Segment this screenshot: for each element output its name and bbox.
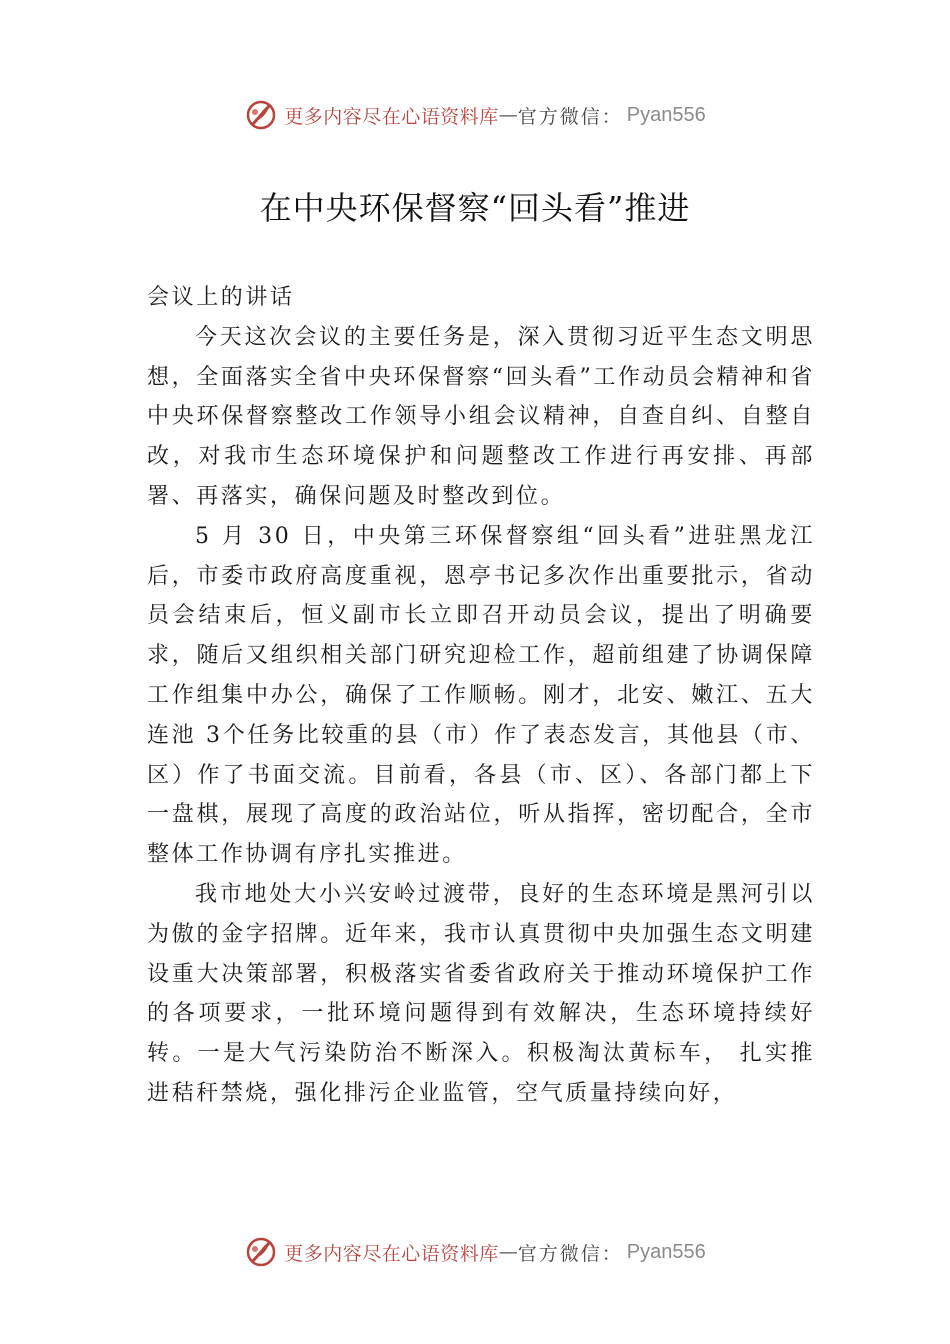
watermark-wechat-id: Pyan556 xyxy=(626,1240,706,1263)
paragraph: 今天这次会议的主要任务是，深入贯彻习近平生态文明思想，全面落实全省中央环保督察“回头看”工作动员会精神和省中央环保督察整改工作领导小组会议精神，自查自纠、自整自改，对我市生态环境保护和问题整改工作进行再安排、再部署、再落实，确保问题及时整改到位。 xyxy=(147,324,815,509)
quill-logo-icon xyxy=(244,98,278,132)
watermark-site-text: 更多内容尽在心语资料库 xyxy=(284,105,499,128)
quill-logo-icon xyxy=(244,1235,278,1269)
document-body xyxy=(147,278,815,1114)
paragraph: 5 月 30 日，中央第三环保督察组“回头看”进驻黑龙江后，市委市政府高度重视，恩亭书记多次作出重要批示，省动员会结束后，恒义副市长立即召开动员会议，提出了明确要求，随后又组织相关部门研究迎检工作，超前组建了协调保障工作组集中办公，确保了工作顺畅。刚才，北安、嫩江、五大连池 3个任务比较重的县（市）作了表态发言，其他县（市、区）作了书面交流。目前看，各县（市、区）、各部门都上下一盘棋，展现了高度的政治站位，听从指挥，密切配合，全市整体工作协调有序扎实推进。 xyxy=(147,523,815,868)
paragraph: 我市地处大小兴安岭过渡带，良好的生态环境是黑河引以为傲的金字招牌。近年来，我市认真贯彻中央加强生态文明建设重大决策部署，积极落实省委省政府关于推动环境保护工作的各项要求，一批环境问题得到有效解决，生态环境持续好转。一是大气污染防治不断深入。积极淘汰黄标车， 扎实推进秸秆禁烧，强化排污企业监管，空气质量持续向好， xyxy=(147,881,815,1106)
watermark-separator: — xyxy=(498,1241,518,1263)
watermark-label: 官方微信： xyxy=(517,105,623,128)
watermark-wechat-id: Pyan556 xyxy=(626,103,706,126)
watermark-header xyxy=(0,95,950,135)
watermark-site-text: 更多内容尽在心语资料库 xyxy=(284,1242,499,1265)
watermark-label: 官方微信： xyxy=(517,1242,623,1265)
document-subtitle: 会议上的讲话 xyxy=(147,285,295,310)
watermark-separator: — xyxy=(498,104,518,126)
watermark-footer xyxy=(0,1232,950,1272)
document-title: 在中央环保督察“回头看”推进 xyxy=(259,189,691,227)
